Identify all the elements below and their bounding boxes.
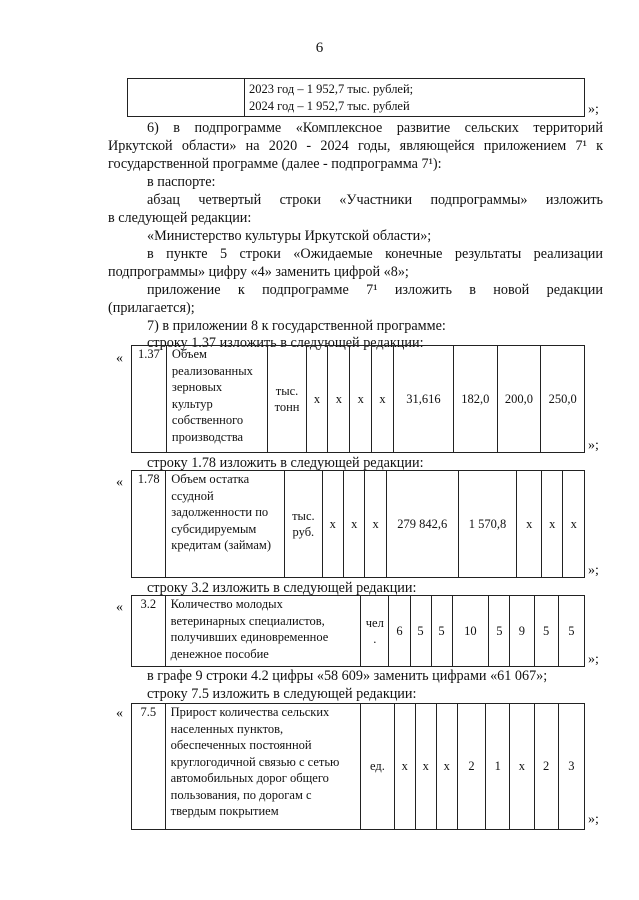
passport-text: в паспорте: <box>147 174 216 190</box>
value-cell: 5 <box>489 596 510 667</box>
value-cell: 200,0 <box>497 346 541 453</box>
punkt5-line-1: в пункте 5 строки «Ожидаемые конечные результаты реализации <box>147 246 603 262</box>
open-quote: « <box>116 600 123 615</box>
row-number: 1.78 <box>132 471 166 578</box>
value-cell: х <box>415 704 436 830</box>
indicator-name: Прирост количества сельских населенных пунктов, обеспеченных постоянной круглогодичной связью с сетью автомобильных дорог общего пользования, по дорогам с твердым покрытием <box>165 704 360 830</box>
ministry-text: «Министерство культуры Иркутской области»; <box>147 228 432 244</box>
row-178-intro: строку 1.78 изложить в следующей редакции: <box>147 455 424 471</box>
row-number: 3.2 <box>132 596 166 667</box>
funding-2024: 2024 год – 1 952,7 тыс. рублей <box>249 98 410 113</box>
funding-2023: 2023 год – 1 952,7 тыс. рублей; <box>249 82 414 96</box>
row-42-text: в графе 9 строки 4.2 цифры «58 609» заменить цифрами «61 067»; <box>147 668 548 684</box>
table-row-178 <box>131 470 585 578</box>
paragraph-6-line-3: государственной программе (далее - подпрограмма 7¹): <box>108 156 442 172</box>
row-number: 7.5 <box>132 704 166 830</box>
row-75-intro: строку 7.5 изложить в следующей редакции: <box>147 686 417 702</box>
value-cell: 9 <box>510 596 534 667</box>
row-32-intro: строку 3.2 изложить в следующей редакции: <box>147 580 417 596</box>
open-quote: « <box>116 706 123 721</box>
value-cell: 279 842,6 <box>386 471 458 578</box>
indicator-name: Количество молодых ветеринарных специалистов, получивших единовременное денежное пособие <box>165 596 360 667</box>
value-cell: 5 <box>534 596 558 667</box>
row-137-intro: строку 1.37 изложить в следующей редакции: <box>147 335 424 351</box>
value-cell: 5 <box>410 596 431 667</box>
table-row-32 <box>131 595 585 667</box>
value-cell: х <box>510 704 534 830</box>
value-cell: 10 <box>452 596 489 667</box>
paragraph-7: 7) в приложении 8 к государственной программе: <box>147 318 446 334</box>
value-cell: х <box>517 471 542 578</box>
value-cell: 5 <box>558 596 584 667</box>
value-cell: 5 <box>431 596 452 667</box>
indicator-name: Объем реализованных зерновых культур собственного производства <box>166 346 268 453</box>
table-row-137 <box>131 345 585 453</box>
page-number: 6 <box>315 40 324 56</box>
unit-cell: ед. <box>361 704 395 830</box>
table-row-75 <box>131 703 585 830</box>
paragraph-6-line-2: Иркутской области» на 2020 - 2024 годы, являющейся приложением 7¹ к <box>108 138 603 154</box>
value-cell: 3 <box>558 704 584 830</box>
value-cell: х <box>344 471 365 578</box>
value-cell: 1 <box>486 704 510 830</box>
abzac-line-1: абзац четвертый строки «Участники подпрограммы» изложить <box>147 192 603 208</box>
value-cell: 1 570,8 <box>458 471 517 578</box>
closing-quote: »; <box>588 563 599 578</box>
prilozh-line-2: (прилагается); <box>108 300 195 316</box>
value-cell: 182,0 <box>453 346 497 453</box>
unit-cell: чел . <box>361 596 389 667</box>
value-cell: х <box>563 471 585 578</box>
closing-quote: »; <box>588 102 599 117</box>
value-cell: 2 <box>534 704 558 830</box>
value-cell: 6 <box>389 596 410 667</box>
value-cell: х <box>350 346 372 453</box>
value-cell: 250,0 <box>541 346 585 453</box>
indicator-name: Объем остатка ссудной задолженности по субсидируемым кредитам (займам) <box>166 471 285 578</box>
funding-cell <box>245 79 585 117</box>
value-cell: х <box>365 471 386 578</box>
value-cell: х <box>328 346 350 453</box>
paragraph-6-line-1: 6) в подпрограмме «Комплексное развитие сельских территорий <box>147 120 603 136</box>
open-quote: « <box>116 475 123 490</box>
value-cell: 2 <box>457 704 485 830</box>
closing-quote: »; <box>588 438 599 453</box>
value-cell: х <box>322 471 343 578</box>
value-cell: х <box>306 346 328 453</box>
value-cell: 31,616 <box>393 346 453 453</box>
abzac-line-2: в следующей редакции: <box>108 210 252 226</box>
empty-cell <box>128 79 245 117</box>
value-cell: х <box>372 346 394 453</box>
value-cell: х <box>436 704 457 830</box>
value-cell: х <box>394 704 415 830</box>
unit-cell: тыс. тонн <box>268 346 306 453</box>
unit-cell: тыс. руб. <box>285 471 322 578</box>
prilozh-line-1: приложение к подпрограмме 7¹ изложить в новой редакции <box>147 282 603 298</box>
punkt5-line-2: подпрограммы» цифру «4» заменить цифрой «8»; <box>108 264 409 280</box>
closing-quote: »; <box>588 652 599 667</box>
top-continuation-table <box>127 78 585 117</box>
closing-quote: »; <box>588 812 599 827</box>
open-quote: « <box>116 351 123 366</box>
row-number: 1.37 <box>132 346 167 453</box>
value-cell: х <box>542 471 563 578</box>
